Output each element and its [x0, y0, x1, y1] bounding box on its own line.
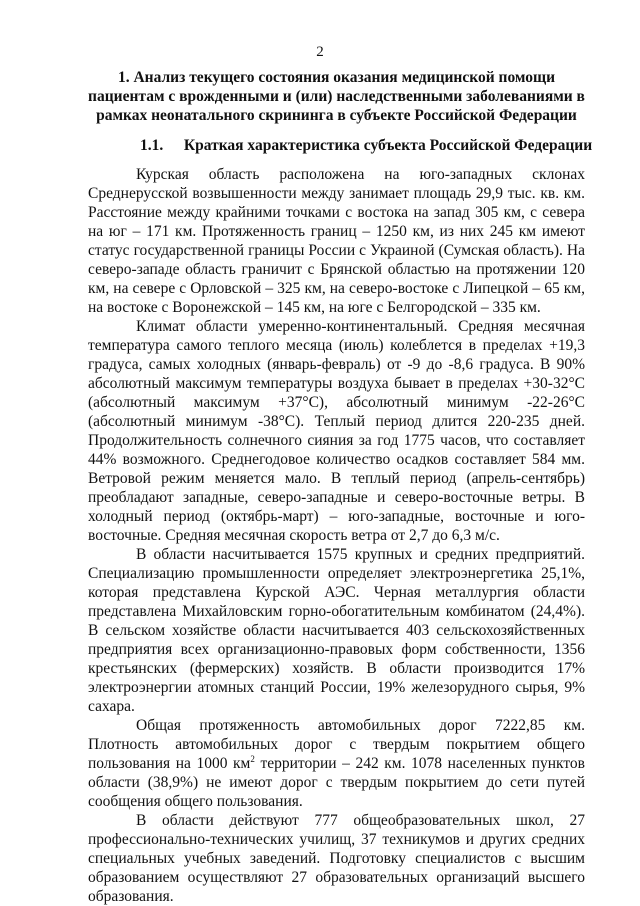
- paragraph-education: В области действуют 777 общеобразовательных школ, 27 профессионально-технических училищ, 37 техникумов и других средних специальных учебных заведений. Подготовку специалистов с высшим образованием осуществляют 27 образовательных организаций высшего образования.: [88, 812, 585, 905]
- subsection-heading: [140, 136, 593, 155]
- body-text: [88, 165, 585, 906]
- roads-text-before: Общая протяженность автомобильных дорог 7222,85 км. Плотность автомобильных дорог с твердым покрытием общего пользования на 1000 км: [88, 717, 585, 772]
- roads-superscript: 2: [250, 753, 255, 764]
- paragraph-geography: Курская область расположена на юго-западных склонах Среднерусской возвышенности между занимает площадь 29,9 тыс. кв. км. Расстояние между крайними точками с востока на запад 305 км, с севера на юг – 171 км. Протяженность границ – 1250 км, из них 245 км имеют статус государственной границы России с Украиной (Сумская область). На северо-западе область граничит с Брянской областью на протяжении 120 км, на севере с Орловской – 325 км, на северо-востоке с Липецкой – 65 км, на востоке с Воронежской – 145 км, на юге с Белгородской – 335 км.: [88, 166, 585, 316]
- subsection-title: Краткая характеристика субъекта Российской Федерации: [183, 137, 593, 154]
- paragraph-economy: В области насчитывается 1575 крупных и средних предприятий. Специализацию промышленности определяет электроэнергетика 25,1%, которая представлена Курской АЭС. Черная металлургия области представлена Михайловским горно-обогатительным комбинатом (24,4%). В сельском хозяйстве области насчитывается 403 сельскохозяйственных предприятия всех организационно-правовых форм собственности, 1356 крестьянских (фермерских) хозяйств. В области производится 17% электроэнергии атомных станций России, 19% железорудного сырья, 9% сахара.: [88, 546, 585, 715]
- paragraph-roads: [88, 716, 585, 811]
- roads-text-after: территории – 242 км. 1078 населенных пунктов области (38,9%) не имеют дорог с твердым покрытием до сети путей сообщения общего пользования.: [88, 755, 585, 810]
- page-number: 2: [316, 44, 324, 60]
- paragraph-climate: Климат области умеренно-континентальный. Средняя месячная температура самого теплого месяца (июль) колеблется в пределах +19,3 градуса, самых холодных (январь-февраль) от -9 до -8,6 градуса. В 90% абсолютный максимум температуры воздуха бывает в пределах +30-32°С (абсолютный максимум +37°С), абсолютный минимум -22-26°С (абсолютный минимум -38°С). Теплый период длится 220-235 дней. Продолжительность солнечного сияния за год 1775 часов, что составляет 44% возможного. Среднегодовое количество осадков составляет 584 мм. Ветровой режим меняется мало. В теплый период (апрель-сентябрь) преобладают западные, северо-западные и северо-восточные ветры. В холодный период (октябрь-март) – юго-западные, восточные и юго-восточные. Средняя месячная скорость ветра от 2,7 до 6,3 м/с.: [88, 318, 585, 544]
- section-heading: 1. Анализ текущего состояния оказания медицинской помощи пациентам с врожденными и (или) наследственными заболеваниями в рамках неонатального скрининга в субъекте Российской Федерации: [88, 69, 585, 124]
- subsection-number: 1.1.: [140, 137, 164, 154]
